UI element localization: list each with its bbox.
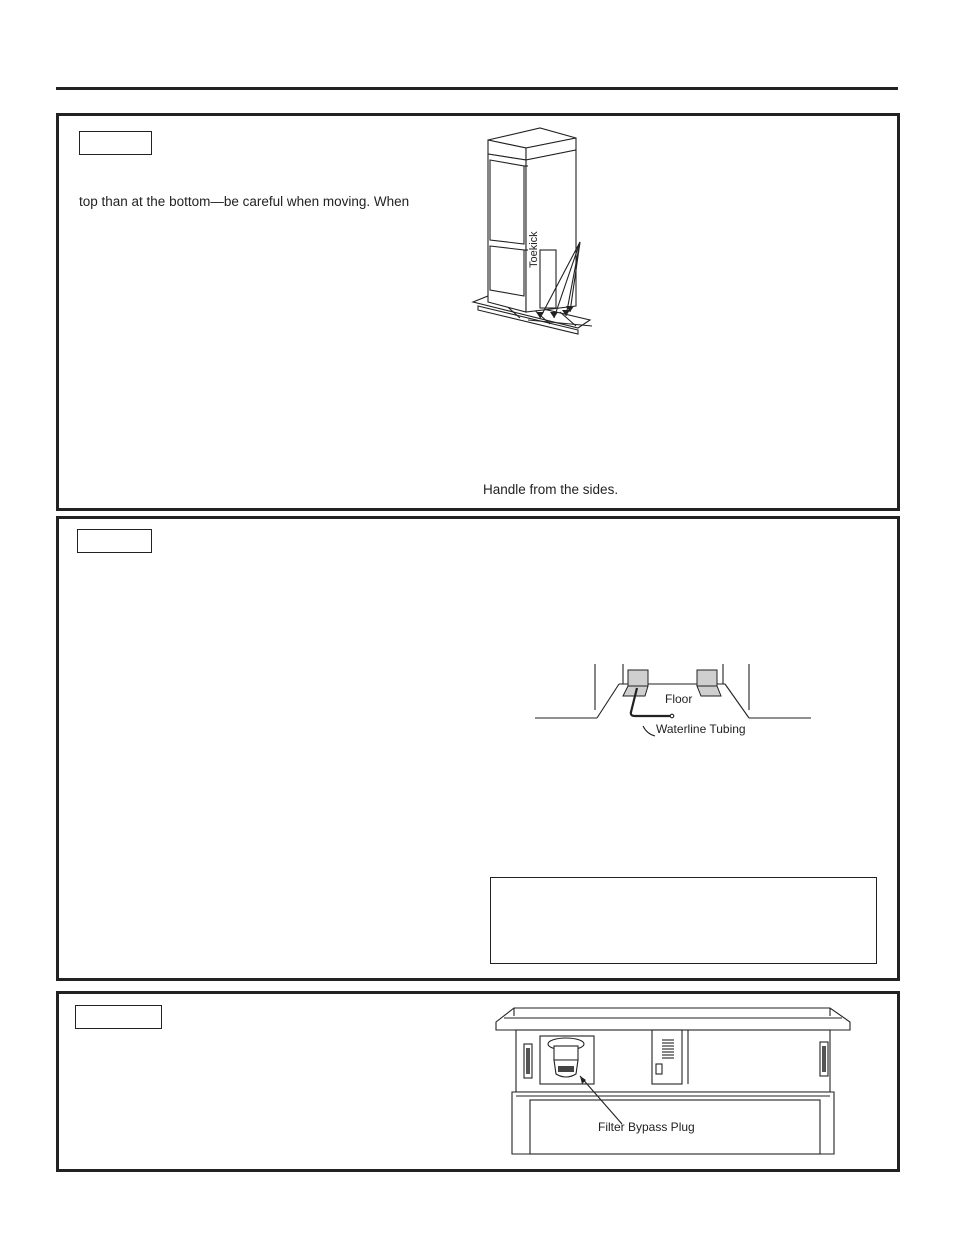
filter-bypass-plug-label: Filter Bypass Plug [598, 1120, 695, 1134]
section-2-tag [77, 529, 152, 553]
refrigerator-on-pallet-illustration [470, 120, 630, 340]
floor-label: Floor [665, 692, 693, 706]
section-3-tag [75, 1005, 162, 1029]
toekick-label: Toekick [528, 231, 540, 268]
waterline-tubing-label: Waterline Tubing [656, 722, 746, 736]
section-1-caption: Handle from the sides. [483, 482, 619, 497]
top-rule [56, 87, 898, 90]
section-2-note-box [490, 877, 877, 964]
section-1-body-text: top than at the bottom—be careful when moving. When [79, 194, 410, 209]
section-1-tag [79, 131, 152, 155]
